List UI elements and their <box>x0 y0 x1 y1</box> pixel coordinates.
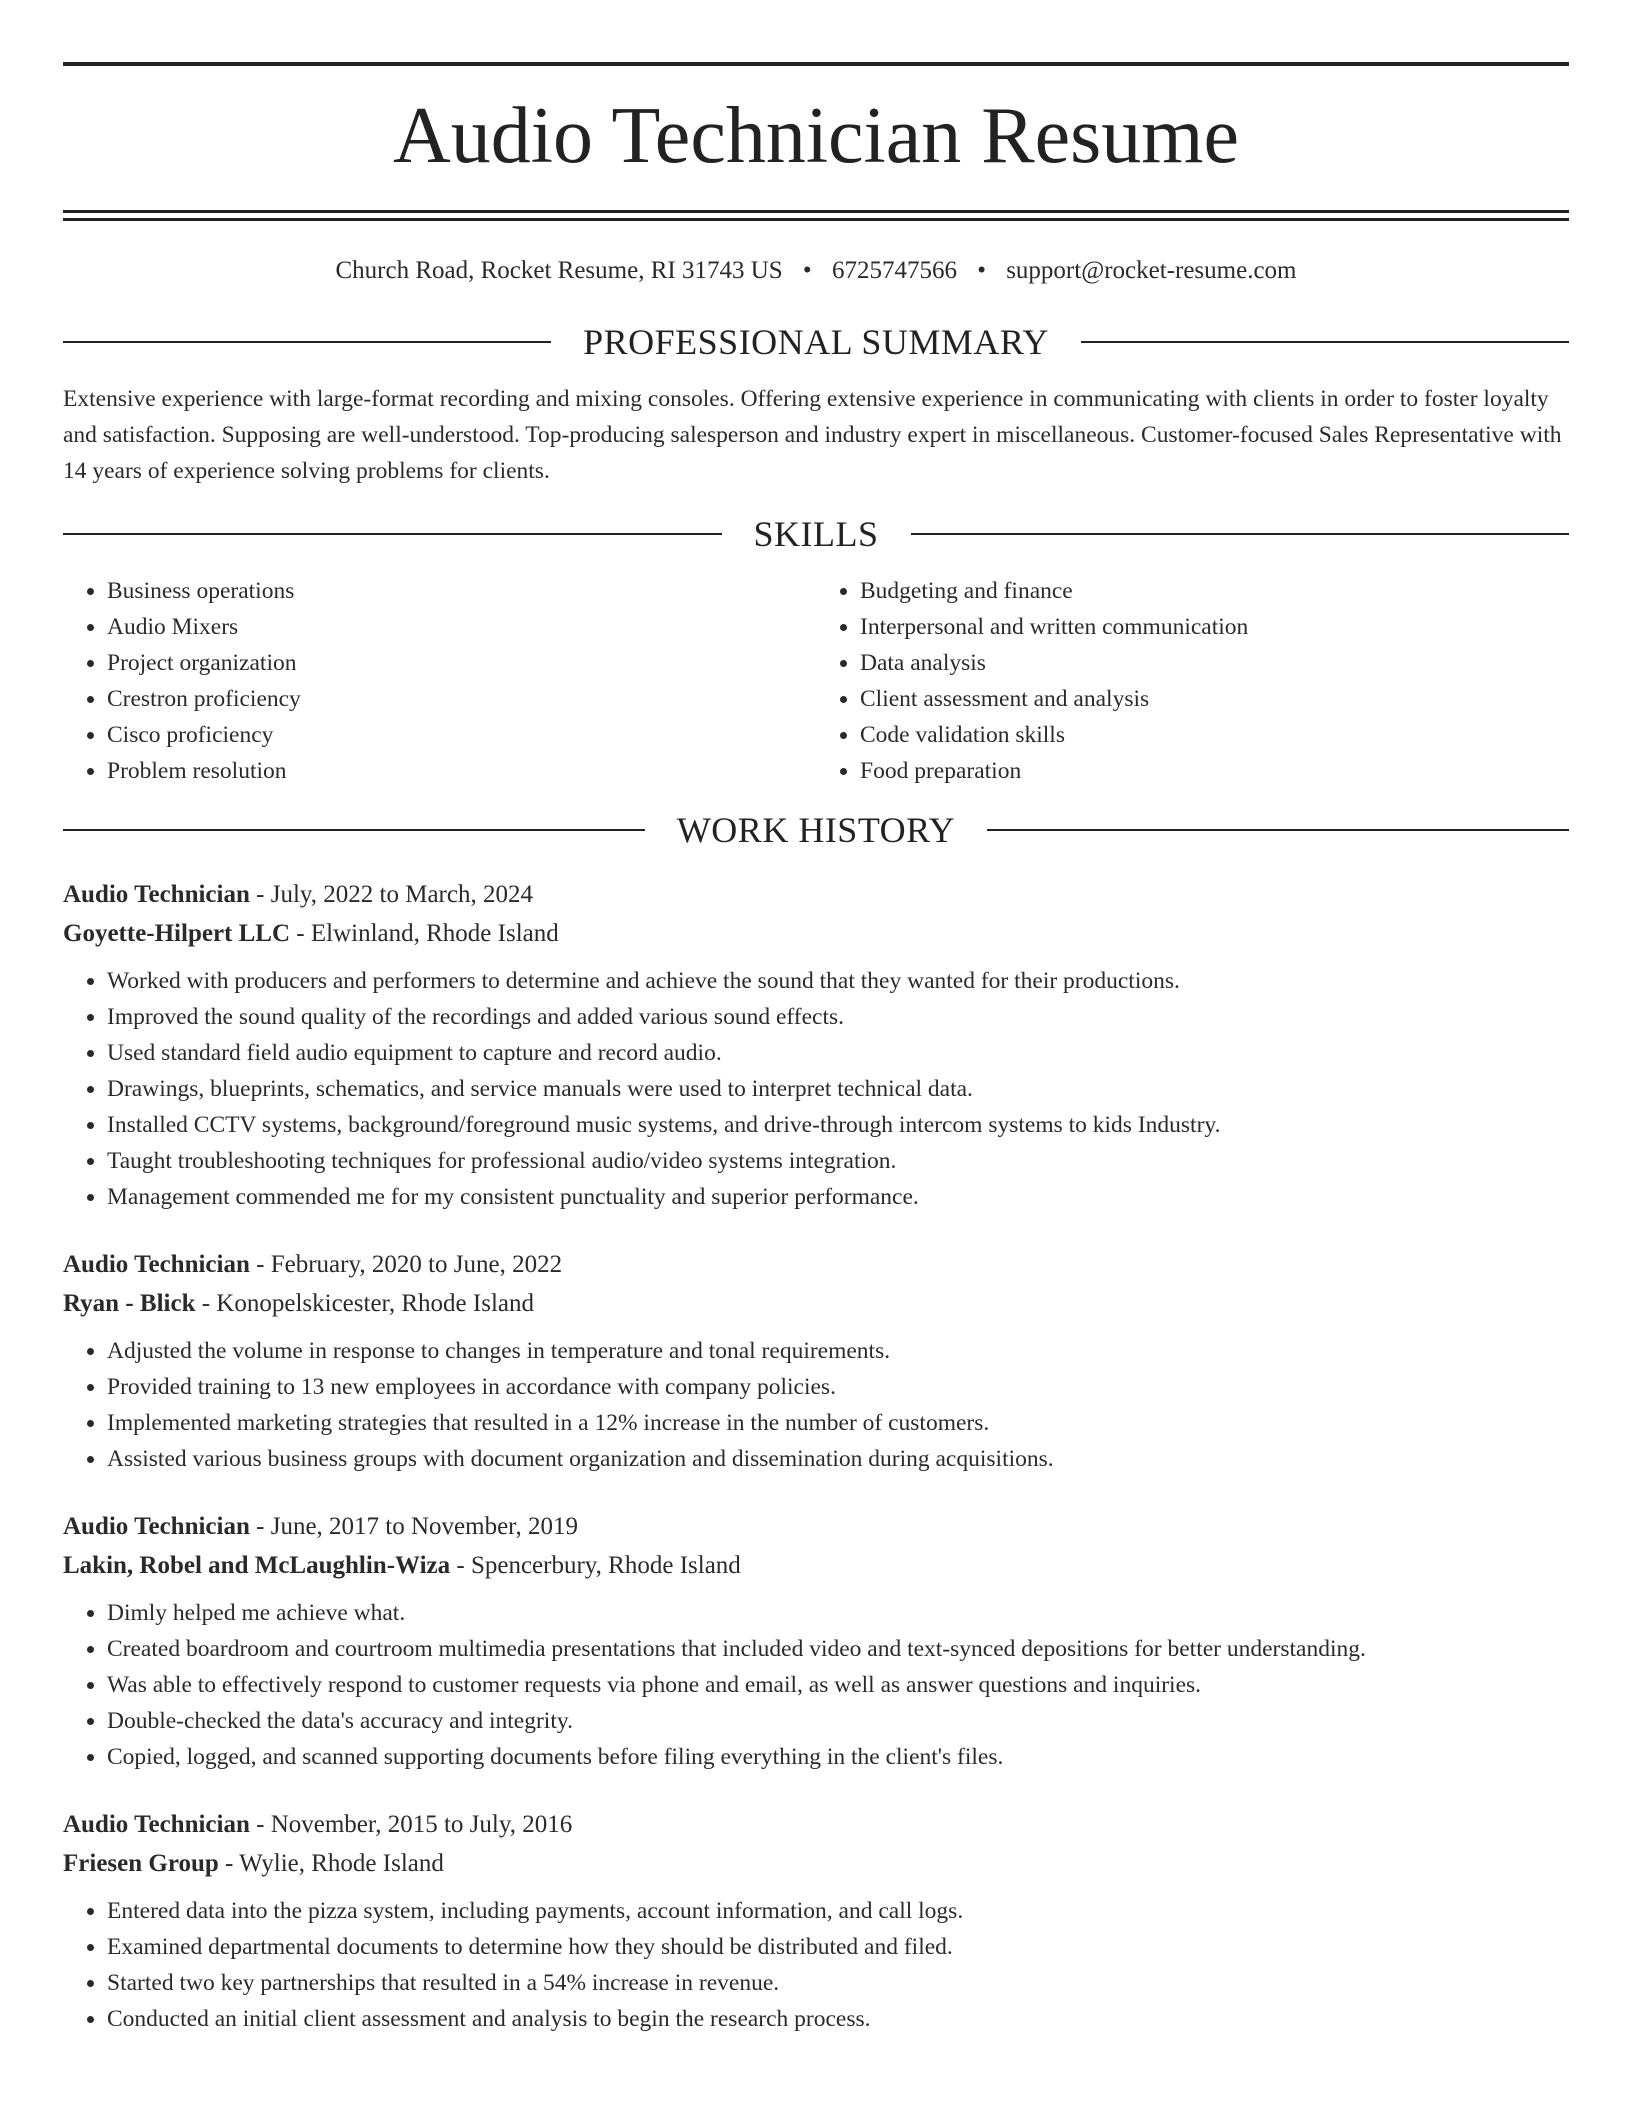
job-location: - Elwinland, Rhode Island <box>290 919 559 947</box>
skill-item: • Code validation skills <box>860 717 1569 753</box>
contact-separator: • <box>977 257 986 284</box>
contact-separator: • <box>802 257 812 284</box>
job-location: - Konopelskicester, Rhode Island <box>195 1289 534 1317</box>
job-entry <box>63 875 1569 1215</box>
summary-heading-label: PROFESSIONAL SUMMARY <box>583 322 1049 362</box>
contact-phone: 6725747566 <box>831 257 957 284</box>
skills-column-right <box>816 573 1569 789</box>
job-entry <box>63 1507 1569 1775</box>
job-bullets <box>63 1893 1569 2037</box>
heading-rule <box>911 533 1570 535</box>
contact-email: support@rocket-resume.com <box>1006 257 1297 284</box>
summary-text: Extensive experience with large-format recording and mixing consoles. Offering extensive experience in communicating with clients in order to foster loyalty and satisfaction. Supposing are well-understood. Top-producing salesperson and industry expert in miscellaneous. Customer-focused Sales Representative with 14 years of experience solving problems for clients. <box>63 386 1562 484</box>
skills-list <box>63 573 1569 789</box>
job-dates: - November, 2015 to July, 2016 <box>249 1810 573 1838</box>
skill-item: • Budgeting and finance <box>860 573 1569 609</box>
job-dates: - June, 2017 to November, 2019 <box>249 1512 579 1540</box>
job-bullet: • Double-checked the data's accuracy and integrity. <box>107 1703 1569 1739</box>
job-location: - Spencerbury, Rhode Island <box>450 1551 741 1579</box>
job-bullet: • Worked with producers and performers to determine and achieve the sound that they wanted for their productions. <box>107 963 1569 999</box>
skills-heading-label: SKILLS <box>753 513 879 554</box>
job-bullet: • Used standard field audio equipment to capture and record audio. <box>107 1035 1569 1071</box>
job-bullets <box>63 1333 1569 1477</box>
job-title-line <box>63 875 1569 914</box>
job-dates: - July, 2022 to March, 2024 <box>249 880 533 908</box>
job-title: Audio Technician <box>63 880 250 908</box>
work-history-heading <box>63 809 1569 851</box>
job-entry <box>63 1805 1569 2037</box>
job-bullet: • Was able to effectively respond to customer requests via phone and email, as well as answer questions and inquiries. <box>107 1667 1569 1703</box>
job-dates: - February, 2020 to June, 2022 <box>249 1250 563 1278</box>
summary-heading <box>63 321 1569 363</box>
heading-rule <box>1081 341 1569 343</box>
job-title: Audio Technician <box>63 1810 250 1838</box>
job-bullet: • Improved the sound quality of the recordings and added various sound effects. <box>107 999 1569 1035</box>
job-company-line <box>63 1844 1569 1883</box>
job-company-line <box>63 914 1569 953</box>
job-bullets <box>63 963 1569 1215</box>
job-bullet: • Drawings, blueprints, schematics, and service manuals were used to interpret technical data. <box>107 1071 1569 1107</box>
page-title: Audio Technician Resume <box>392 92 1240 180</box>
job-bullet: • Examined departmental documents to determine how they should be distributed and filed. <box>107 1929 1569 1965</box>
job-bullet: • Assisted various business groups with document organization and dissemination during acquisitions. <box>107 1441 1569 1477</box>
job-company-line <box>63 1546 1569 1585</box>
job-bullet: • Taught troubleshooting techniques for professional audio/video systems integration. <box>107 1143 1569 1179</box>
job-company: Ryan - Blick <box>63 1289 196 1317</box>
job-title-line <box>63 1507 1569 1546</box>
job-bullet: • Management commended me for my consistent punctuality and superior performance. <box>107 1179 1569 1215</box>
skill-item: • Cisco proficiency <box>107 717 816 753</box>
job-company: Lakin, Robel and McLaughlin-Wiza <box>63 1551 451 1579</box>
job-bullet: • Dimly helped me achieve what. <box>107 1595 1569 1631</box>
job-title-line <box>63 1805 1569 1844</box>
contact-address: Church Road, Rocket Resume, RI 31743 US <box>335 257 783 284</box>
skill-item: • Problem resolution <box>107 753 816 789</box>
skill-item: • Business operations <box>107 573 816 609</box>
resume-page <box>63 0 1569 2037</box>
job-entry <box>63 1245 1569 1477</box>
skill-item: • Food preparation <box>860 753 1569 789</box>
job-title-line <box>63 1245 1569 1284</box>
job-bullet: • Created boardroom and courtroom multimedia presentations that included video and text-synced depositions for better understanding. <box>107 1631 1569 1667</box>
skill-item: • Crestron proficiency <box>107 681 816 717</box>
contact-line <box>63 257 1569 285</box>
job-company-line <box>63 1284 1569 1323</box>
job-bullet: • Provided training to 13 new employees in accordance with company policies. <box>107 1369 1569 1405</box>
job-bullets <box>63 1595 1569 1775</box>
skill-item: • Client assessment and analysis <box>860 681 1569 717</box>
job-bullet: • Started two key partnerships that resulted in a 54% increase in revenue. <box>107 1965 1569 2001</box>
skills-column-left <box>63 573 816 789</box>
heading-rule <box>987 829 1569 831</box>
heading-rule <box>63 341 551 343</box>
skill-item: • Audio Mixers <box>107 609 816 645</box>
job-title: Audio Technician <box>63 1250 250 1278</box>
job-company: Friesen Group <box>63 1849 219 1877</box>
title-double-rule <box>63 210 1569 221</box>
skills-heading <box>63 513 1569 555</box>
heading-rule <box>63 533 722 535</box>
job-title: Audio Technician <box>63 1512 250 1540</box>
job-bullet: • Conducted an initial client assessment and analysis to begin the research process. <box>107 2001 1569 2037</box>
top-rule <box>63 62 1569 66</box>
job-bullet: • Copied, logged, and scanned supporting documents before filing everything in the client's files. <box>107 1739 1569 1775</box>
work-history-heading-label: WORK HISTORY <box>676 809 956 850</box>
job-bullet: • Installed CCTV systems, background/foreground music systems, and drive-through intercom systems to kids Industry. <box>107 1107 1569 1143</box>
skill-item: • Data analysis <box>860 645 1569 681</box>
heading-rule <box>63 829 645 831</box>
job-bullet: • Implemented marketing strategies that resulted in a 12% increase in the number of customers. <box>107 1405 1569 1441</box>
skill-item: • Interpersonal and written communication <box>860 609 1569 645</box>
skill-item: • Project organization <box>107 645 816 681</box>
job-location: - Wylie, Rhode Island <box>218 1849 444 1877</box>
job-bullet: • Entered data into the pizza system, including payments, account information, and call logs. <box>107 1893 1569 1929</box>
job-bullet: • Adjusted the volume in response to changes in temperature and tonal requirements. <box>107 1333 1569 1369</box>
job-company: Goyette-Hilpert LLC <box>63 919 291 947</box>
